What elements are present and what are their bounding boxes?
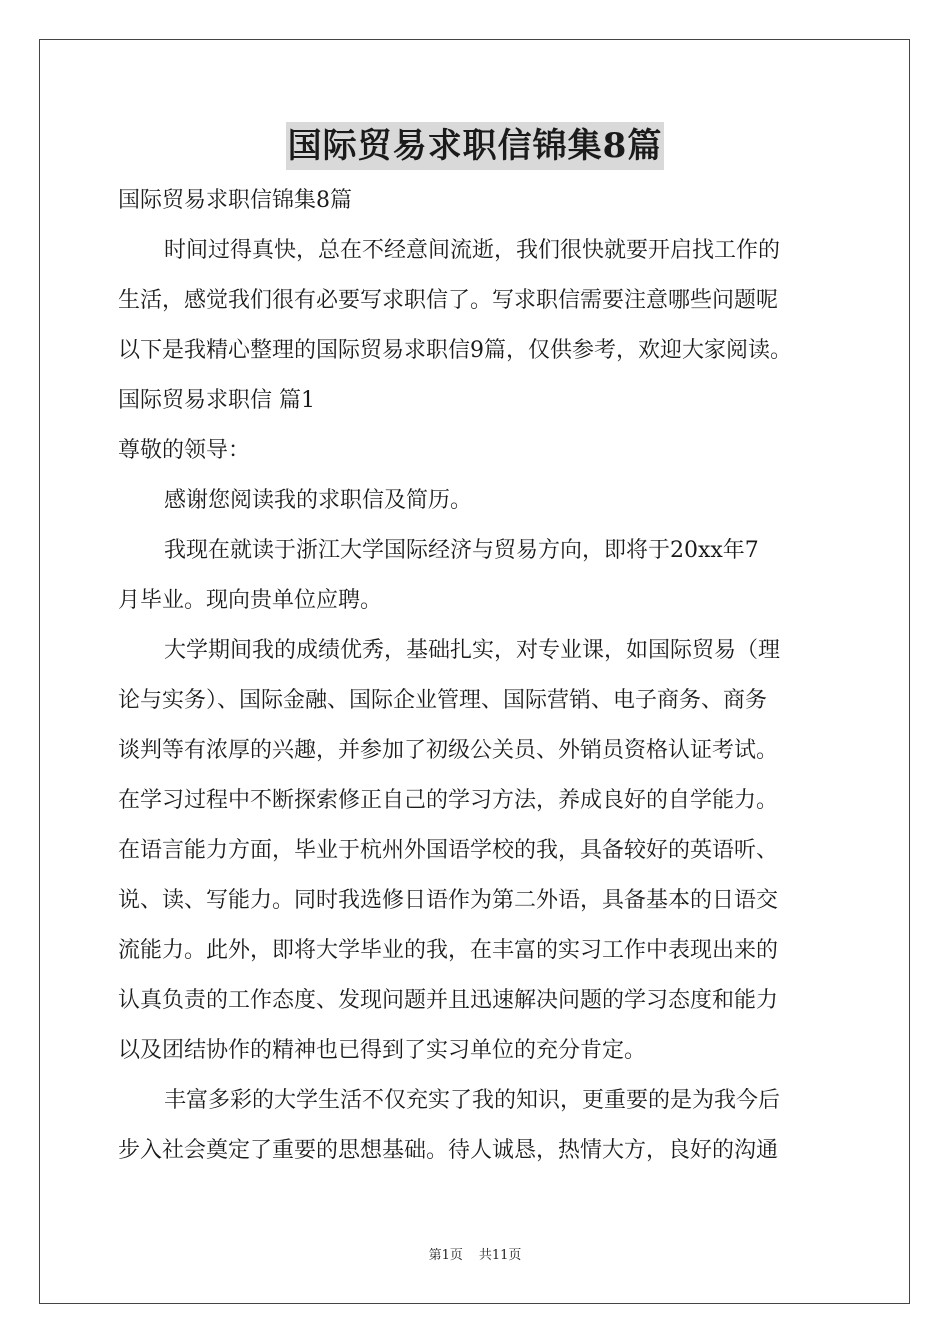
title-wrap (0, 122, 950, 170)
text-line: 感谢您阅读我的求职信及简历。 (164, 488, 473, 513)
document-title: 国际贸易求职信锦集8篇 (286, 122, 665, 170)
text-line: 步入社会奠定了重要的思想基础。待人诚恳，热情大方，良好的沟通 (118, 1138, 779, 1163)
page-number: 第1页 (428, 1248, 463, 1263)
text-line: 丰富多彩的大学生活不仅充实了我的知识，更重要的是为我今后 (164, 1088, 781, 1113)
text-line: 以下是我精心整理的国际贸易求职信9篇，仅供参考，欢迎大家阅读。 (118, 338, 792, 363)
page-total: 共11页 (478, 1248, 522, 1263)
text-line: 论与实务）、国际金融、国际企业管理、国际营销、电子商务、商务 (118, 688, 768, 713)
document-body (118, 176, 838, 1176)
text-line: 大学期间我的成绩优秀，基础扎实，对专业课，如国际贸易（理 (164, 638, 781, 663)
text-line: 国际贸易求职信锦集8篇 (118, 188, 352, 213)
page-footer (0, 1244, 950, 1263)
text-line: 生活，感觉我们很有必要写求职信了。写求职信需要注意哪些问题呢 (118, 288, 779, 313)
text-line: 认真负责的工作态度、发现问题并且迅速解决问题的学习态度和能力 (118, 988, 779, 1013)
section-heading: 国际贸易求职信 篇1 (118, 388, 315, 413)
text-line: 谈判等有浓厚的兴趣，并参加了初级公关员、外销员资格认证考试。 (118, 738, 779, 763)
text-line: 在语言能力方面，毕业于杭州外国语学校的我，具备较好的英语听、 (118, 838, 779, 863)
text-line: 在学习过程中不断探索修正自己的学习方法，养成良好的自学能力。 (118, 788, 779, 813)
text-line: 说、读、写能力。同时我选修日语作为第二外语，具备基本的日语交 (118, 888, 779, 913)
text-line: 流能力。此外，即将大学毕业的我，在丰富的实习工作中表现出来的 (118, 938, 779, 963)
text-line: 时间过得真快，总在不经意间流逝，我们很快就要开启找工作的 (164, 238, 781, 263)
text-line: 月毕业。现向贵单位应聘。 (118, 588, 383, 613)
text-line: 以及团结协作的精神也已得到了实习单位的充分肯定。 (118, 1038, 647, 1063)
salutation: 尊敬的领导： (118, 438, 251, 463)
text-line: 我现在就读于浙江大学国际经济与贸易方向，即将于20xx年7 (164, 538, 759, 563)
